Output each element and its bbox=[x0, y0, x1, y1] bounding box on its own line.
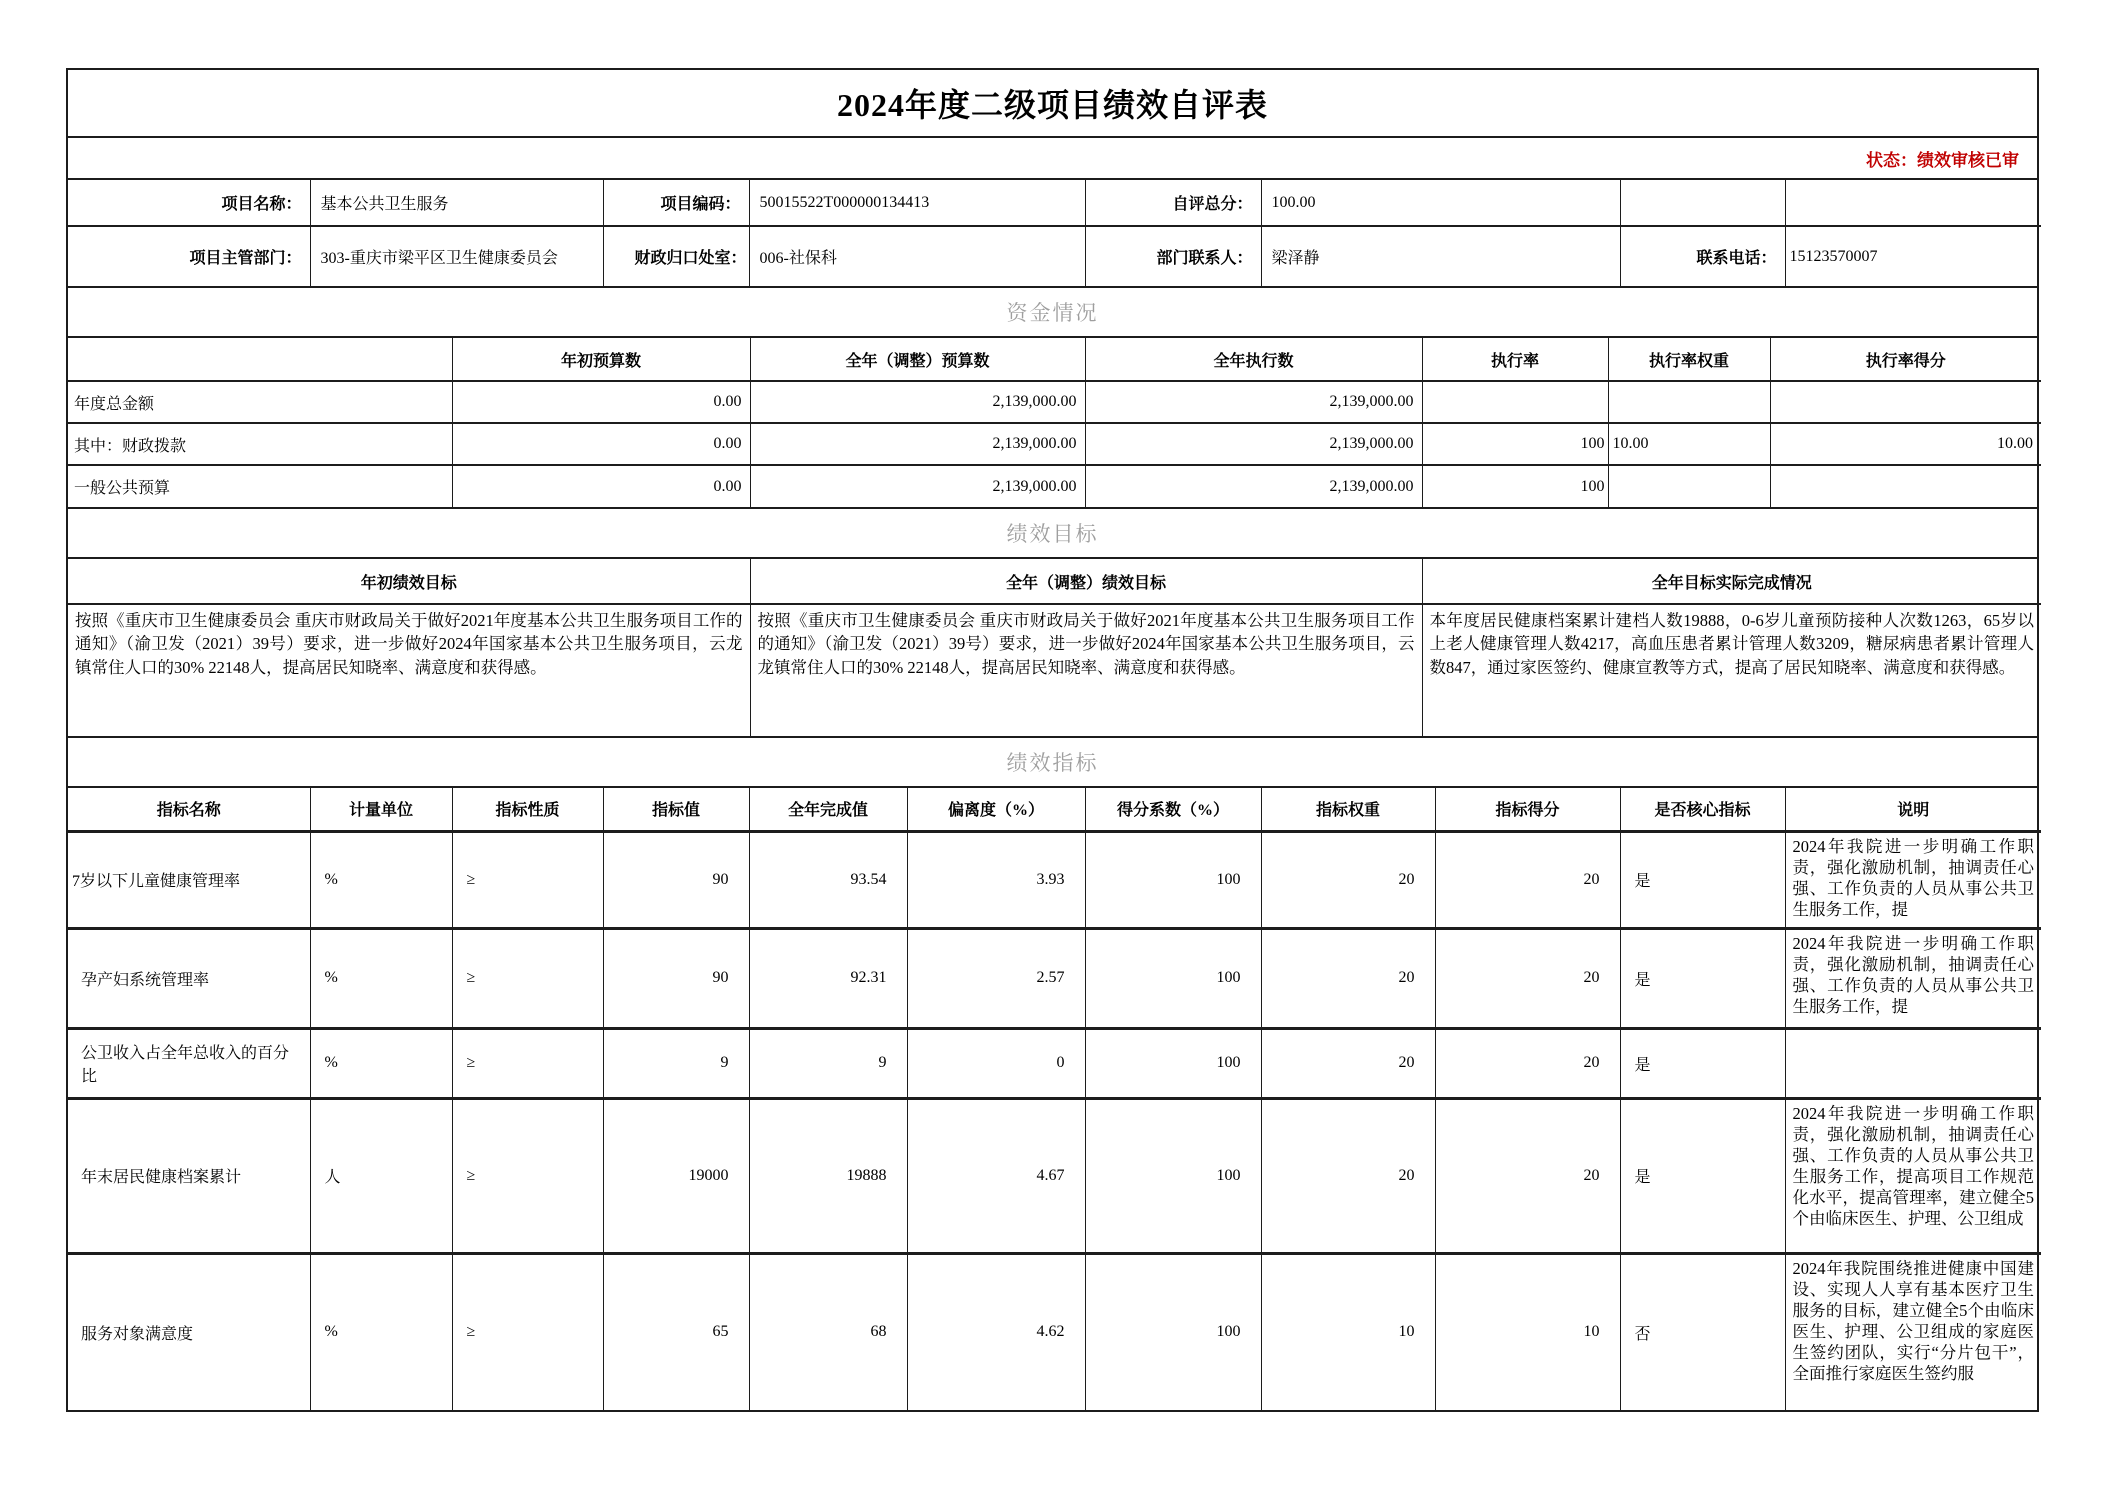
indicator-coeff: 100 bbox=[1085, 1253, 1261, 1410]
indicator-note bbox=[1785, 1253, 2041, 1410]
funding-rate-score-value: 10.00 bbox=[1770, 423, 2041, 465]
funding-table bbox=[68, 338, 2041, 507]
project-name-label: 项目名称： bbox=[68, 180, 310, 226]
funding-rate-value: 100 bbox=[1422, 423, 1608, 465]
self-score-label: 自评总分： bbox=[1085, 180, 1261, 226]
indicator-name: 孕产妇系统管理率 bbox=[68, 928, 310, 1028]
indicator-unit: 人 bbox=[310, 1098, 452, 1253]
indicator-deviation: 2.57 bbox=[907, 928, 1085, 1028]
info-row-1 bbox=[68, 180, 2041, 226]
indicator-coeff: 100 bbox=[1085, 1098, 1261, 1253]
empty-cell bbox=[68, 338, 452, 381]
indicator-deviation: 3.93 bbox=[907, 831, 1085, 928]
goal-actual-text: 本年度居民健康档案累计建档人数19888，0-6岁儿童预防接种人次数1263，65岁以上老人健康管理人数4217，高血压患者累计管理人数3209，糖尿病患者累计管理人数847，通过家医签约、健康宣教等方式，提高了居民知晓率、满意度和获得感。 bbox=[1429, 611, 2034, 677]
goals-header-initial: 年初绩效目标 bbox=[68, 559, 750, 604]
indicator-unit: % bbox=[310, 928, 452, 1028]
ind-header-unit: 计量单位 bbox=[310, 788, 452, 831]
funding-header-row bbox=[68, 338, 2041, 381]
section-header-funding: 资金情况 bbox=[68, 288, 2037, 338]
empty-cell bbox=[1785, 180, 2041, 226]
dept-label: 项目主管部门： bbox=[68, 226, 310, 286]
project-code-label: 项目编码： bbox=[603, 180, 749, 226]
indicator-note-text: 2024年我院进一步明确工作职责，强化激励机制，抽调责任心强、工作负责的人员从事公共卫生服务工作，提 bbox=[1792, 836, 2034, 919]
ind-header-weight: 指标权重 bbox=[1261, 788, 1435, 831]
indicator-note bbox=[1785, 1028, 2041, 1098]
indicator-actual: 68 bbox=[749, 1253, 907, 1410]
empty-cell bbox=[1620, 180, 1785, 226]
project-name-value: 基本公共卫生服务 bbox=[310, 180, 603, 226]
indicator-core: 是 bbox=[1620, 831, 1785, 928]
indicator-name: 年末居民健康档案累计 bbox=[68, 1098, 310, 1253]
status-badge: 状态：绩效审核已审 bbox=[68, 138, 2037, 180]
indicator-score: 20 bbox=[1435, 831, 1620, 928]
funding-row bbox=[68, 381, 2041, 423]
funding-rate-weight-value: 10.00 bbox=[1608, 423, 1770, 465]
indicator-note-text: 2024年我院进一步明确工作职责，强化激励机制，抽调责任心强、工作负责的人员从事公共卫生服务工作，提 bbox=[1792, 933, 2034, 1016]
funding-row-label: 年度总金额 bbox=[68, 381, 452, 423]
indicator-unit: % bbox=[310, 1253, 452, 1410]
indicator-nature: ≥ bbox=[452, 1253, 603, 1410]
finance-office-label: 财政归口处室： bbox=[603, 226, 749, 286]
indicator-row bbox=[68, 1253, 2041, 1410]
indicator-unit: % bbox=[310, 831, 452, 928]
indicator-weight: 20 bbox=[1261, 928, 1435, 1028]
funding-executed-value: 2,139,000.00 bbox=[1085, 423, 1422, 465]
funding-rate-weight-value bbox=[1608, 381, 1770, 423]
self-score-value: 100.00 bbox=[1261, 180, 1620, 226]
section-header-goals: 绩效目标 bbox=[68, 509, 2037, 559]
ind-header-core: 是否核心指标 bbox=[1620, 788, 1785, 831]
project-info-block bbox=[68, 180, 2037, 288]
indicator-name: 服务对象满意度 bbox=[68, 1253, 310, 1410]
indicator-score: 20 bbox=[1435, 1098, 1620, 1253]
funding-rate-score-value bbox=[1770, 465, 2041, 507]
indicator-weight: 20 bbox=[1261, 1028, 1435, 1098]
goals-block bbox=[68, 559, 2037, 738]
indicator-note-text: 2024年我院围绕推进健康中国建设、实现人人享有基本医疗卫生服务的目标，建立健全5个由临床医生、护理、公卫组成的家庭医生签约团队，实行“分片包干”，全面推行家庭医生签约服 bbox=[1792, 1258, 2034, 1383]
funding-adjusted-value: 2,139,000.00 bbox=[750, 465, 1085, 507]
indicator-target: 9 bbox=[603, 1028, 749, 1098]
funding-initial-value: 0.00 bbox=[452, 381, 750, 423]
indicator-deviation: 4.67 bbox=[907, 1098, 1085, 1253]
indicator-core: 是 bbox=[1620, 1028, 1785, 1098]
indicator-score: 20 bbox=[1435, 1028, 1620, 1098]
funding-adjusted-value: 2,139,000.00 bbox=[750, 381, 1085, 423]
phone-label: 联系电话： bbox=[1620, 226, 1785, 286]
funding-executed-value: 2,139,000.00 bbox=[1085, 465, 1422, 507]
indicator-row bbox=[68, 928, 2041, 1028]
project-code-value: 50015522T000000134413 bbox=[749, 180, 1085, 226]
funding-initial-value: 0.00 bbox=[452, 423, 750, 465]
section-header-indicators: 绩效指标 bbox=[68, 738, 2037, 788]
indicator-row bbox=[68, 831, 2041, 928]
indicator-weight: 20 bbox=[1261, 831, 1435, 928]
project-info-table bbox=[68, 180, 2041, 286]
funding-header-initial: 年初预算数 bbox=[452, 338, 750, 381]
goals-text-row bbox=[68, 604, 2041, 736]
indicator-nature: ≥ bbox=[452, 831, 603, 928]
ind-header-coeff: 得分系数（%） bbox=[1085, 788, 1261, 831]
indicator-target: 90 bbox=[603, 928, 749, 1028]
indicator-score: 10 bbox=[1435, 1253, 1620, 1410]
indicator-note bbox=[1785, 831, 2041, 928]
contact-value: 梁泽静 bbox=[1261, 226, 1620, 286]
indicator-actual: 9 bbox=[749, 1028, 907, 1098]
funding-header-executed: 全年执行数 bbox=[1085, 338, 1422, 381]
goal-initial-text: 按照《重庆市卫生健康委员会 重庆市财政局关于做好2021年度基本公共卫生服务项目工作的通知》（渝卫发（2021）39号）要求，进一步做好2024年国家基本公共卫生服务项目，云龙镇常住人口的30% 22148人，提高居民知晓率、满意度和获得感。 bbox=[68, 604, 750, 736]
goals-header-adjusted: 全年（调整）绩效目标 bbox=[750, 559, 1422, 604]
indicator-actual: 19888 bbox=[749, 1098, 907, 1253]
ind-header-deviation: 偏离度（%） bbox=[907, 788, 1085, 831]
indicator-name: 7岁以下儿童健康管理率 bbox=[68, 831, 310, 928]
funding-rate-value bbox=[1422, 381, 1608, 423]
page-title: 2024年度二级项目绩效自评表 bbox=[68, 70, 2037, 138]
indicators-table bbox=[68, 788, 2041, 1410]
indicator-core: 否 bbox=[1620, 1253, 1785, 1410]
indicator-coeff: 100 bbox=[1085, 831, 1261, 928]
indicator-target: 65 bbox=[603, 1253, 749, 1410]
indicator-unit: % bbox=[310, 1028, 452, 1098]
funding-rate-value: 100 bbox=[1422, 465, 1608, 507]
dept-value: 303-重庆市梁平区卫生健康委员会 bbox=[310, 226, 603, 286]
indicator-note-text bbox=[1786, 1030, 2042, 1097]
funding-adjusted-value: 2,139,000.00 bbox=[750, 423, 1085, 465]
indicator-deviation: 0 bbox=[907, 1028, 1085, 1098]
ind-header-target: 指标值 bbox=[603, 788, 749, 831]
contact-label: 部门联系人： bbox=[1085, 226, 1261, 286]
funding-block bbox=[68, 338, 2037, 509]
funding-row bbox=[68, 465, 2041, 507]
indicator-nature: ≥ bbox=[452, 1098, 603, 1253]
indicators-block bbox=[68, 788, 2037, 1410]
funding-header-adjusted: 全年（调整）预算数 bbox=[750, 338, 1085, 381]
funding-initial-value: 0.00 bbox=[452, 465, 750, 507]
indicator-deviation: 4.62 bbox=[907, 1253, 1085, 1410]
indicator-note bbox=[1785, 928, 2041, 1028]
funding-header-rate-weight: 执行率权重 bbox=[1608, 338, 1770, 381]
indicator-coeff: 100 bbox=[1085, 928, 1261, 1028]
indicator-actual: 93.54 bbox=[749, 831, 907, 928]
funding-header-rate: 执行率 bbox=[1422, 338, 1608, 381]
ind-header-note: 说明 bbox=[1785, 788, 2041, 831]
goals-header-actual: 全年目标实际完成情况 bbox=[1422, 559, 2041, 604]
indicator-weight: 20 bbox=[1261, 1098, 1435, 1253]
funding-row-label: 一般公共预算 bbox=[68, 465, 452, 507]
finance-office-value: 006-社保科 bbox=[749, 226, 1085, 286]
indicator-coeff: 100 bbox=[1085, 1028, 1261, 1098]
funding-row bbox=[68, 423, 2041, 465]
ind-header-score: 指标得分 bbox=[1435, 788, 1620, 831]
indicator-nature: ≥ bbox=[452, 1028, 603, 1098]
indicator-row bbox=[68, 1098, 2041, 1253]
indicator-actual: 92.31 bbox=[749, 928, 907, 1028]
indicator-name: 公卫收入占全年总收入的百分比 bbox=[68, 1028, 310, 1098]
ind-header-name: 指标名称 bbox=[68, 788, 310, 831]
indicator-note bbox=[1785, 1098, 2041, 1253]
indicator-target: 19000 bbox=[603, 1098, 749, 1253]
indicator-weight: 10 bbox=[1261, 1253, 1435, 1410]
goal-adjusted-text: 按照《重庆市卫生健康委员会 重庆市财政局关于做好2021年度基本公共卫生服务项目工作的通知》（渝卫发（2021）39号）要求，进一步做好2024年国家基本公共卫生服务项目，云龙镇常住人口的30% 22148人，提高居民知晓率、满意度和获得感。 bbox=[750, 604, 1422, 736]
funding-executed-value: 2,139,000.00 bbox=[1085, 381, 1422, 423]
indicator-note-text: 2024年我院进一步明确工作职责，强化激励机制，抽调责任心强、工作负责的人员从事公共卫生服务工作，提高项目工作规范化水平，提高管理率，建立健全5个由临床医生、护理、公卫组成 bbox=[1792, 1103, 2034, 1228]
indicator-target: 90 bbox=[603, 831, 749, 928]
indicator-core: 是 bbox=[1620, 928, 1785, 1028]
performance-self-evaluation-form bbox=[66, 68, 2039, 1412]
indicator-row bbox=[68, 1028, 2041, 1098]
indicators-header-row bbox=[68, 788, 2041, 831]
goals-table bbox=[68, 559, 2041, 736]
goals-header-row bbox=[68, 559, 2041, 604]
funding-rate-score-value bbox=[1770, 381, 2041, 423]
funding-header-rate-score: 执行率得分 bbox=[1770, 338, 2041, 381]
indicator-core: 是 bbox=[1620, 1098, 1785, 1253]
indicator-score: 20 bbox=[1435, 928, 1620, 1028]
funding-row-label: 其中：财政拨款 bbox=[68, 423, 452, 465]
info-row-2 bbox=[68, 226, 2041, 286]
ind-header-actual: 全年完成值 bbox=[749, 788, 907, 831]
indicator-nature: ≥ bbox=[452, 928, 603, 1028]
phone-value: 15123570007 bbox=[1789, 247, 1878, 265]
funding-rate-weight-value bbox=[1608, 465, 1770, 507]
ind-header-nature: 指标性质 bbox=[452, 788, 603, 831]
